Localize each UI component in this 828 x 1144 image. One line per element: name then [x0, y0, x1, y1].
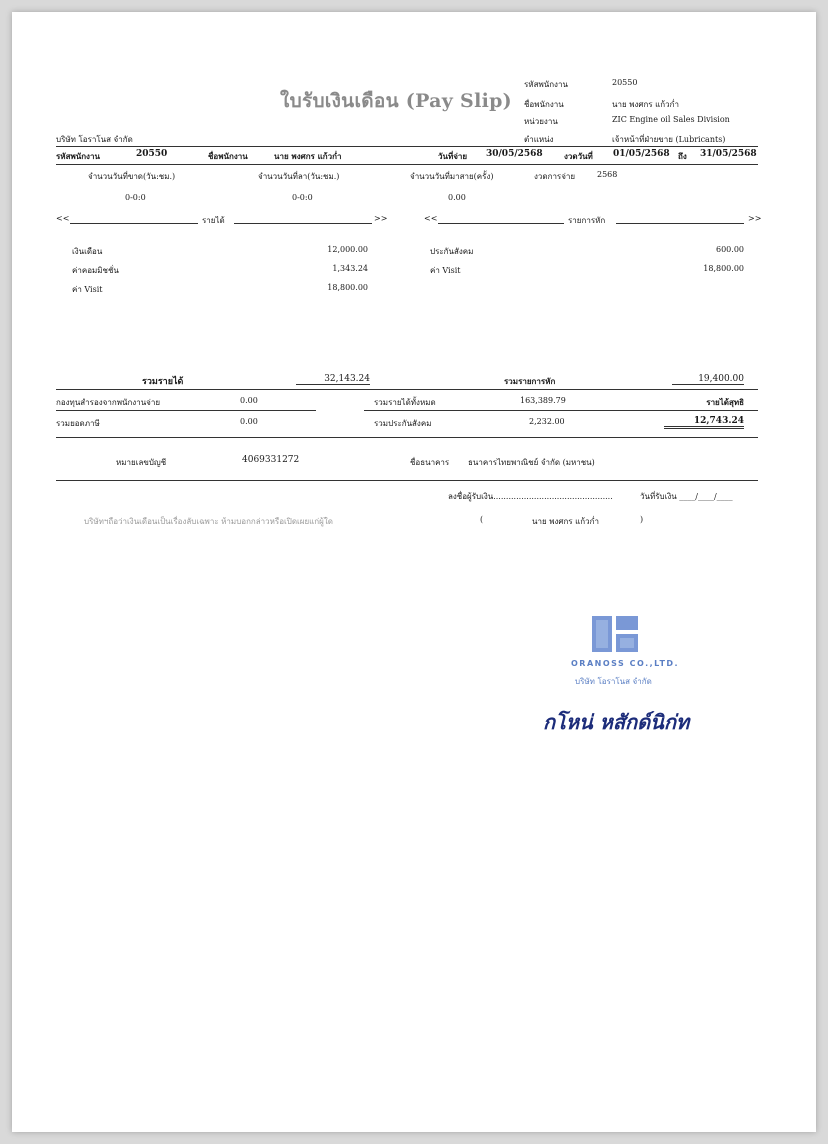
income-item-label: เงินเดือน	[72, 247, 103, 256]
late-value: 0.00	[448, 193, 466, 202]
income-total-label: รวมรายได้	[142, 377, 184, 387]
account-number: 4069331272	[242, 455, 300, 465]
income-item-label: ค่า Visit	[72, 285, 103, 294]
leave-label: จำนวนวันที่ลา(วัน:ชม.)	[258, 172, 340, 181]
info-value-name: นาย พงศกร แก้วก่ำ	[612, 100, 679, 109]
divider	[70, 223, 198, 224]
emp-code: 20550	[136, 149, 168, 159]
ytd-sso-label: รวมประกันสังคม	[374, 419, 432, 428]
income-item-amount: 1,343.24	[332, 264, 368, 273]
signature-line: ลงชื่อผู้รับเงิน...............................................	[448, 492, 613, 501]
ytd-income-label: รวมรายได้ทั้งหมด	[374, 398, 436, 407]
logo-company-en: ORANOSS CO.,LTD.	[571, 659, 680, 668]
pay-date-label: วันที่จ่าย	[438, 151, 468, 161]
ytd-income-value: 163,389.79	[520, 396, 566, 405]
divider	[56, 164, 758, 165]
deduction-total: 19,400.00	[672, 374, 744, 385]
ytd-sso-value: 2,232.00	[529, 417, 565, 426]
deduction-item-label: ค่า Visit	[430, 266, 461, 275]
tax-label: รวมยอดภาษี	[56, 419, 100, 428]
bank-name: ธนาคารไทยพาณิชย์ จำกัด (มหาชน)	[468, 458, 595, 467]
deduction-header-label: รายการหัก	[568, 216, 606, 225]
divider	[234, 223, 372, 224]
divider	[438, 223, 564, 224]
deduction-header-left: <<	[424, 214, 438, 223]
info-value-code: 20550	[612, 78, 638, 87]
income-total: 32,143.24	[296, 374, 370, 385]
divider	[616, 223, 744, 224]
period-label: งวดวันที่	[564, 151, 593, 161]
net-label: รายได้สุทธิ	[706, 397, 744, 407]
period-from: 01/05/2568	[613, 149, 670, 159]
net-value: 12,743.24	[664, 416, 744, 429]
info-label-code: รหัสพนักงาน	[524, 80, 568, 89]
income-header-label: รายได้	[202, 216, 225, 225]
info-label-name: ชื่อพนักงาน	[524, 100, 564, 109]
deduction-header-right: >>	[748, 214, 762, 223]
bank-label: ชื่อธนาคาร	[410, 458, 450, 467]
info-label-dept: หน่วยงาน	[524, 117, 558, 126]
absent-value: 0-0:0	[125, 193, 146, 202]
income-header-left: <<	[56, 214, 70, 223]
divider	[56, 146, 758, 147]
logo-company-th: บริษัท โอราโนส จำกัด	[575, 677, 652, 686]
company-name: บริษัท โอราโนส จำกัด	[56, 135, 133, 144]
close-paren: )	[640, 515, 644, 524]
income-header-right: >>	[374, 214, 388, 223]
tax-value: 0.00	[240, 417, 258, 426]
pay-date: 30/05/2568	[486, 149, 543, 159]
deduction-item-amount: 600.00	[716, 245, 744, 254]
divider	[56, 389, 758, 390]
payslip-sheet	[12, 12, 816, 1132]
pay-period-value: 2568	[597, 170, 618, 179]
deduction-item-amount: 18,800.00	[703, 264, 744, 273]
deduction-item-label: ประกันสังคม	[430, 247, 474, 256]
emp-name: นาย พงศกร แก้วก่ำ	[274, 151, 342, 161]
deduction-total-label: รวมรายการหัก	[504, 376, 556, 386]
divider	[56, 480, 758, 481]
absent-label: จำนวนวันที่ขาด(วัน:ชม.)	[88, 172, 176, 181]
company-logo	[592, 616, 638, 656]
divider	[364, 410, 758, 411]
account-label: หมายเลขบัญชี	[116, 458, 167, 467]
period-to: 31/05/2568	[700, 149, 757, 159]
emp-name-label: ชื่อพนักงาน	[208, 151, 248, 161]
late-label: จำนวนวันที่มาสาย(ครั้ง)	[410, 172, 494, 181]
oranoss-logo-icon	[592, 616, 638, 652]
income-item-amount: 18,800.00	[327, 283, 368, 292]
emp-code-label: รหัสพนักงาน	[56, 151, 100, 161]
divider	[56, 437, 758, 438]
signature: กโหน่ หสักด์นิก่ท	[543, 710, 690, 734]
info-label-position: ตำแหน่ง	[524, 135, 554, 144]
income-item-label: ค่าคอมมิชชั่น	[72, 266, 119, 275]
info-value-dept: ZIC Engine oil Sales Division	[612, 115, 730, 124]
receiver-name: นาย พงศกร แก้วก่ำ	[532, 517, 599, 526]
open-paren: (	[480, 515, 484, 524]
pay-period-label: งวดการจ่าย	[534, 172, 576, 181]
fund-label: กองทุนสำรองจากพนักงานจ่าย	[56, 398, 161, 407]
confidential-notice: บริษัทฯถือว่าเงินเดือนเป็นเรื่องลับเฉพาะ ห้ามบอกกล่าวหรือเปิดเผยแก่ผู้ใด	[84, 517, 333, 526]
leave-value: 0-0:0	[292, 193, 313, 202]
period-to-label: ถึง	[678, 151, 687, 161]
info-value-position: เจ้าหน้าที่ฝ่ายขาย (Lubricants)	[612, 135, 726, 144]
page-title: ใบรับเงินเดือน (Pay Slip)	[280, 90, 512, 112]
income-item-amount: 12,000.00	[327, 245, 368, 254]
receipt-date: วันที่รับเงิน ____/____/____	[640, 492, 733, 501]
divider	[56, 410, 316, 411]
fund-value: 0.00	[240, 396, 258, 405]
